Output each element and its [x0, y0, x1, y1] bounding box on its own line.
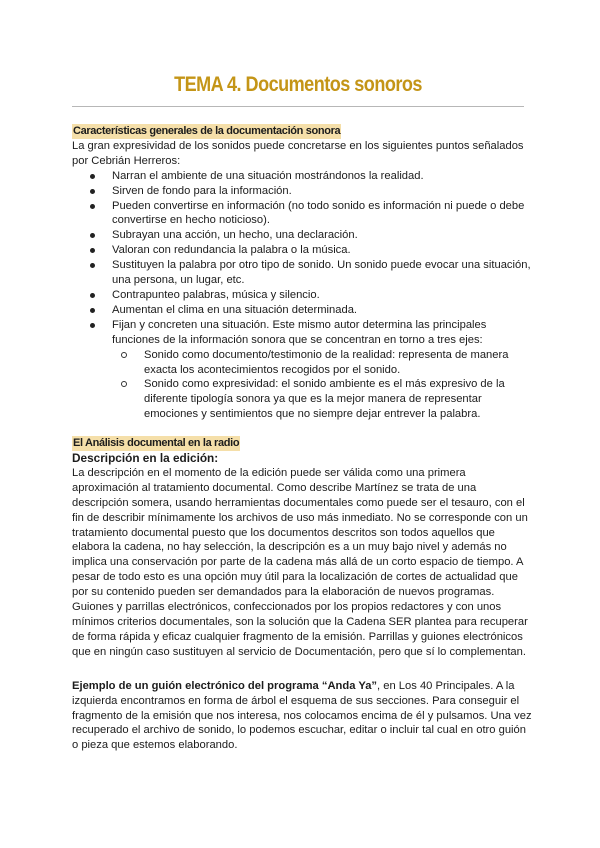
- list-item: Sustituyen la palabra por otro tipo de sonido. Un sonido puede evocar una situación, una persona, un lugar, etc.: [112, 259, 531, 287]
- section-heading-analisis: El Análisis documental en la radio: [73, 437, 240, 450]
- list-item: Pueden convertirse en información (no todo sonido es información ni puede o debe convertirse en hecho noticioso).: [112, 199, 532, 229]
- list-item: Sirven de fondo para la información.: [112, 184, 532, 199]
- sublist-item: Sonido como documento/testimonio de la realidad: representa de manera exacta los acontecimientos recogidos por el sonido.: [144, 348, 532, 378]
- axes-sublist: [112, 348, 532, 423]
- list-item: Subrayan una acción, un hecho, una declaración.: [112, 228, 532, 243]
- example-paragraph: [72, 679, 532, 754]
- example-bold-lead: Ejemplo de un guión electrónico del programa “Anda Ya”: [72, 679, 378, 692]
- page-title: TEMA 4. Documentos sonoros: [174, 73, 422, 96]
- example-text: , en Los 40 Principales. A la izquierda encontramos en forma de árbol el esquema de sus secciones. Para conseguir el fragmento de la emisión que nos interesa, nos colocamos encima de él y pulsamos. Una vez recuperado el archivo de sonido, lo podemos escuchar, editar o incluir tal cual en otro guión o pieza que estemos elaborando.: [72, 679, 532, 752]
- list-item-with-sublist: [112, 318, 532, 422]
- title-divider: [72, 106, 524, 107]
- section-heading-caracteristicas: Características generales de la documentación sonora: [73, 125, 341, 137]
- document-body: [72, 124, 532, 753]
- list-item-text: Fijan y concreten una situación. Este mismo autor determina las principales funciones de la información sonora que se concentran en torno a tres ejes:: [112, 318, 487, 346]
- description-paragraph: La descripción en el momento de la edición puede ser válida como una primera aproximación al tratamiento documental. Como describe Martínez se trata de una descripción somera, usando herramientas documentales como puede ser el tesauro, con el fin de describir mínimamente los archivos de uso más inmediato. No se corresponde con un tratamiento documental puesto que los documentos descritos son todos aquellos que elabora la cadena, no hay selección, la descripción es a un muy bajo nivel y además no implica una conservación por parte de la cadena más allá de un corto espacio de tiempo. A pesar de todo esto es una opción muy útil para la localización de cortes de actualidad que por su contenido pueden ser demandados para la elaboración de nuevos programas. Guiones y parrillas electrónicos, confeccionados por los propios redactores y con unos mínimos criterios documentales, son la solución que la Cadena SER plantea para recuperar de forma rápida y eficaz cualquier fragmento de la emisión. Parrillas y guiones electrónicos que en ningún caso sustituyen al servicio de Documentación, pero que sí lo complementan.: [72, 466, 528, 658]
- sublist-item: Sonido como expresividad: el sonido ambiente es el más expresivo de la diferente tipología sonora ya que es la mejor manera de representar emociones y sentimientos que no siempre dejar entrever la palabra.: [144, 377, 532, 422]
- subheading-descripcion: Descripción en la edición:: [72, 451, 219, 466]
- list-item: Aumentan el clima en una situación determinada.: [112, 303, 532, 318]
- section-intro: La gran expresividad de los sonidos puede concretarse en los siguientes puntos señalados por Cebrián Herreros:: [72, 139, 524, 167]
- list-item: Valoran con redundancia la palabra o la música.: [112, 243, 532, 258]
- list-item: Contrapunteo palabras, música y silencio.: [112, 288, 532, 303]
- list-item: Narran el ambiente de una situación mostrándonos la realidad.: [112, 169, 532, 184]
- characteristics-list: [72, 169, 532, 422]
